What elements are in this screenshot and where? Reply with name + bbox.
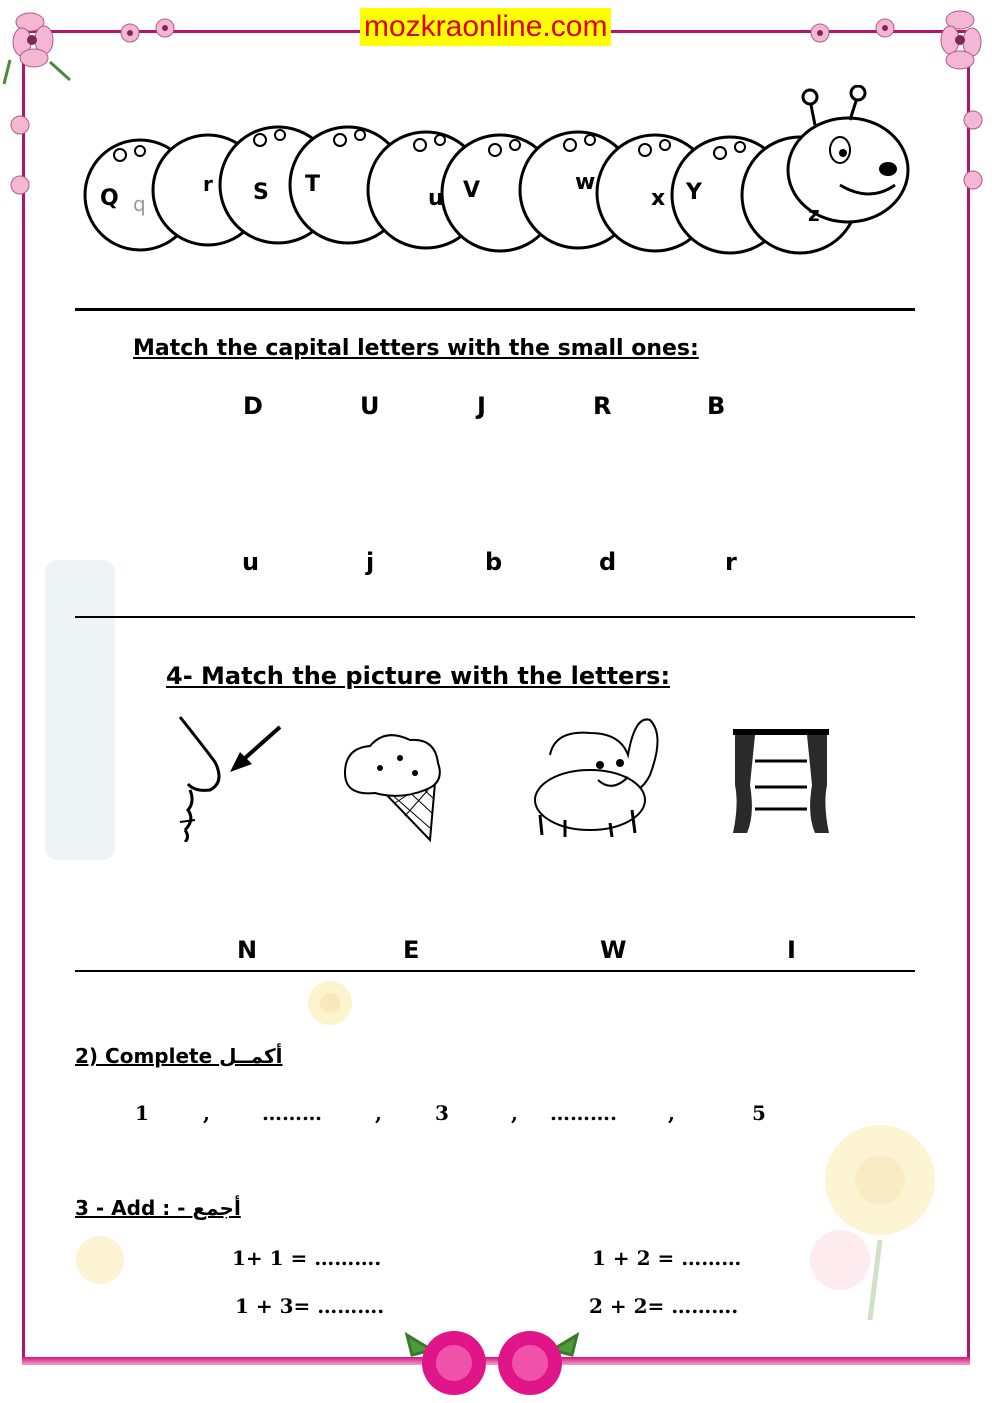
sequence-blank[interactable]: ………. [550,1101,617,1125]
addition-problem[interactable]: 1 + 2 = ……… [592,1246,742,1270]
caterpillar-letter: V [463,178,481,203]
right-side-flowers-icon [955,95,992,205]
small-letter[interactable]: u [242,548,260,576]
sequence-item: 1 [135,1101,149,1125]
corner-flower-top-left-icon [0,0,80,90]
section-title-add: 3 - Add : - أجمع [75,1196,241,1220]
small-letter[interactable]: d [599,548,617,576]
capital-letter[interactable]: D [243,392,263,420]
picture-letter[interactable]: I [787,936,796,964]
caterpillar-letter: u [428,186,444,211]
section-divider [75,616,915,618]
bottom-roses-icon [402,1325,582,1400]
capital-letter[interactable]: R [593,392,612,420]
sequence-item: 5 [752,1101,766,1125]
caterpillar-letter: Q [100,186,119,211]
nose-picture-icon[interactable] [160,712,290,842]
picture-letter[interactable]: W [600,936,627,964]
faded-small-rose-icon [60,1220,140,1300]
capital-letter[interactable]: J [477,392,486,420]
elephant-picture-icon[interactable] [520,705,665,840]
small-letter[interactable]: j [366,548,375,576]
caterpillar-letter: x [651,186,666,211]
sequence-blank[interactable]: ……… [262,1101,322,1125]
caterpillar-letter: w [575,170,596,195]
top-flowers-left-icon [110,8,200,58]
capital-letter[interactable]: U [360,392,380,420]
faded-rose-icon [290,968,370,1038]
sequence-separator: , [203,1101,210,1125]
caterpillar-letter: r [203,172,213,196]
corner-flower-top-right-icon [910,0,992,90]
section-title-complete: 2) Complete أكمــل [75,1044,283,1068]
sequence-item: 3 [435,1101,449,1125]
ice-cream-picture-icon[interactable] [340,728,450,843]
small-letter[interactable]: b [485,548,503,576]
caterpillar-letter: Y [686,180,702,205]
caterpillar-letter: q [133,192,146,216]
capital-letter[interactable]: B [707,392,726,420]
section-title-match-letters: Match the capital letters with the small ones: [133,336,699,361]
site-banner[interactable]: mozkraonline.com [360,8,611,46]
section-divider [75,308,915,311]
caterpillar-letter: S [253,180,269,205]
top-flowers-right-icon [790,8,910,58]
caterpillar-letter: z [808,202,820,226]
window-picture-icon[interactable] [725,725,837,837]
sequence-separator: , [511,1101,518,1125]
addition-problem[interactable]: 1 + 3= ………. [235,1294,385,1318]
addition-problem[interactable]: 1+ 1 = ………. [232,1246,382,1270]
sequence-separator: , [375,1101,382,1125]
section-divider [75,970,915,972]
faded-rose-bouquet-icon [770,1090,970,1320]
small-letter[interactable]: r [725,548,737,576]
picture-letter[interactable]: N [237,936,258,964]
picture-letter[interactable]: E [403,936,420,964]
caterpillar-letter: T [305,172,321,197]
addition-problem[interactable]: 2 + 2= ………. [589,1294,739,1318]
watermark-logo-icon [40,560,120,860]
sequence-separator: , [668,1101,675,1125]
section-title-match-pictures: 4- Match the picture with the letters: [166,662,671,690]
left-side-flowers-icon [0,100,40,210]
